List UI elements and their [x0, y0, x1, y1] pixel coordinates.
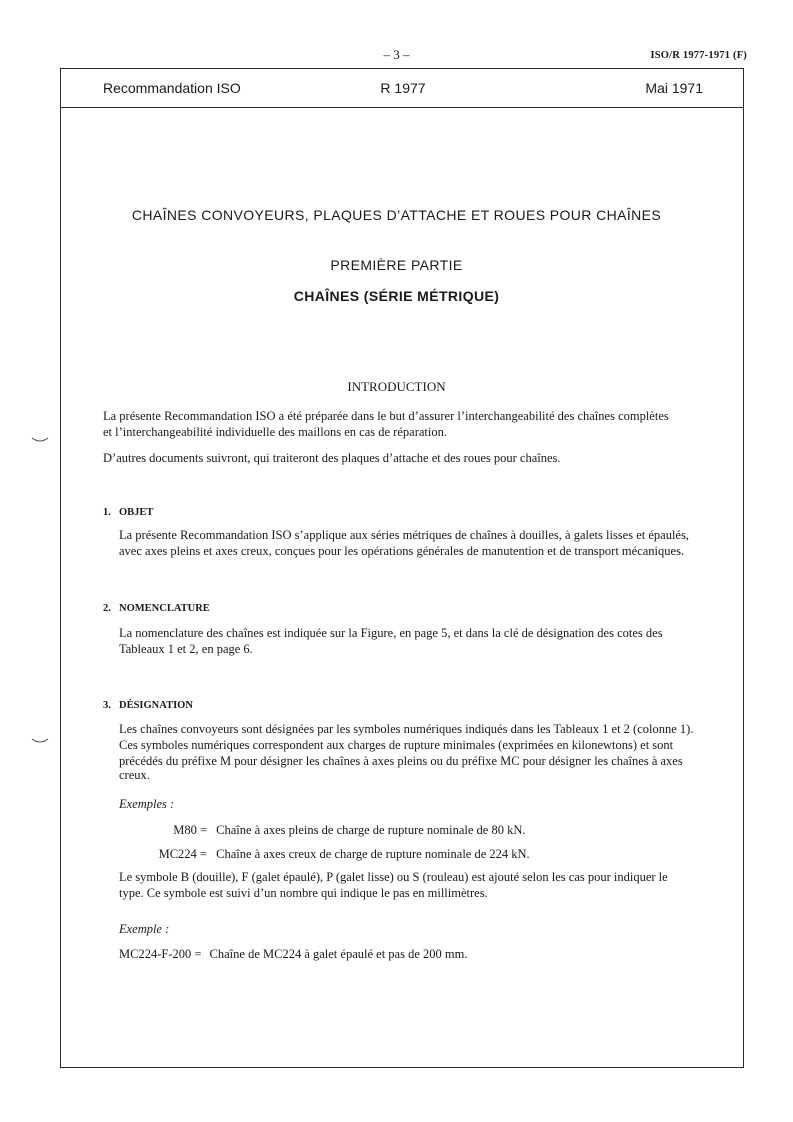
- header-left: Recommandation ISO: [103, 80, 241, 96]
- section-3-title: DÉSIGNATION: [119, 700, 193, 711]
- binding-hole-mark: [28, 410, 52, 446]
- example-code: MC224-F-200 =: [119, 947, 202, 961]
- section-3-paragraph-line-1: Le symbole B (douille), F (galet épaulé), P (galet lisse) ou S (rouleau) est ajouté selon les cas pour indiquer le: [119, 870, 668, 884]
- example-label: Exemple :: [119, 922, 170, 936]
- document-title: CHAÎNES CONVOYEURS, PLAQUES D’ATTACHE ET ROUES POUR CHAÎNES: [131, 207, 662, 223]
- document-reference: ISO/R 1977-1971 (F): [650, 50, 747, 61]
- section-2-line-2: Tableaux 1 et 2, en page 6.: [119, 642, 253, 656]
- section-3-number: 3.: [103, 700, 111, 711]
- example-text: Chaîne à axes creux de charge de rupture nominale de 224 kN.: [216, 847, 530, 861]
- section-3-line-4: creux.: [119, 768, 150, 782]
- section-1-title: OBJET: [119, 507, 154, 518]
- example-text: Chaîne à axes pleins de charge de rupture nominale de 80 kN.: [216, 823, 526, 837]
- section-3-line-1: Les chaînes convoyeurs sont désignées par les symboles numériques indiqués dans les Tableaux 1 et 2 (colonne 1).: [119, 722, 694, 736]
- section-2-number: 2.: [103, 603, 111, 614]
- introduction-heading: INTRODUCTION: [347, 379, 446, 394]
- section-2-title: NOMENCLATURE: [119, 603, 210, 614]
- section-1-number: 1.: [103, 507, 111, 518]
- header-right: Mai 1971: [645, 80, 703, 96]
- section-3-paragraph-line-2: type. Ce symbole est suivi d’un nombre qui indique le pas en millimètres.: [119, 886, 488, 900]
- example-row: [119, 822, 719, 838]
- section-1-line-2: avec axes pleins et axes creux, conçues pour les opérations générales de manutention et de transport mécaniques.: [119, 544, 685, 558]
- introduction-line-2: et l’interchangeabilité individuelle des maillons en cas de réparation.: [103, 425, 447, 439]
- section-3-line-2: Ces symboles numériques correspondent aux charges de rupture minimales (exprimées en kilonewtons) et sont: [119, 738, 674, 752]
- part-title: CHAÎNES (SÉRIE MÉTRIQUE): [293, 288, 500, 304]
- header-divider: [61, 107, 743, 108]
- header-center: R 1977: [380, 80, 426, 96]
- examples-label: Exemples :: [119, 797, 175, 811]
- example-text: Chaîne de MC224 à galet épaulé et pas de 200 mm.: [209, 947, 468, 961]
- example-code: MC224 =: [158, 847, 207, 861]
- part-label: PREMIÈRE PARTIE: [330, 257, 463, 273]
- page-number: – 3 –: [383, 47, 410, 62]
- section-2-line-1: La nomenclature des chaînes est indiquée sur la Figure, en page 5, et dans la clé de désignation des cotes des: [119, 626, 663, 640]
- binding-hole-mark: [28, 715, 52, 751]
- example-code: M80 =: [173, 823, 207, 837]
- introduction-line-1: La présente Recommandation ISO a été préparée dans le but d’assurer l’interchangeabilité des chaînes complètes: [103, 409, 669, 423]
- section-3-line-3: précédés du préfixe M pour désigner les chaînes à axes pleins ou du préfixe MC pour désigner les chaînes à axes: [119, 754, 683, 768]
- introduction-paragraph-2: D’autres documents suivront, qui traiteront des plaques d’attache et des roues pour chaînes.: [103, 451, 561, 465]
- example-row: [119, 946, 719, 962]
- section-1-line-1: La présente Recommandation ISO s’applique aux séries métriques de chaînes à douilles, à galets lisses et épaulés,: [119, 528, 689, 542]
- example-row: [119, 846, 719, 862]
